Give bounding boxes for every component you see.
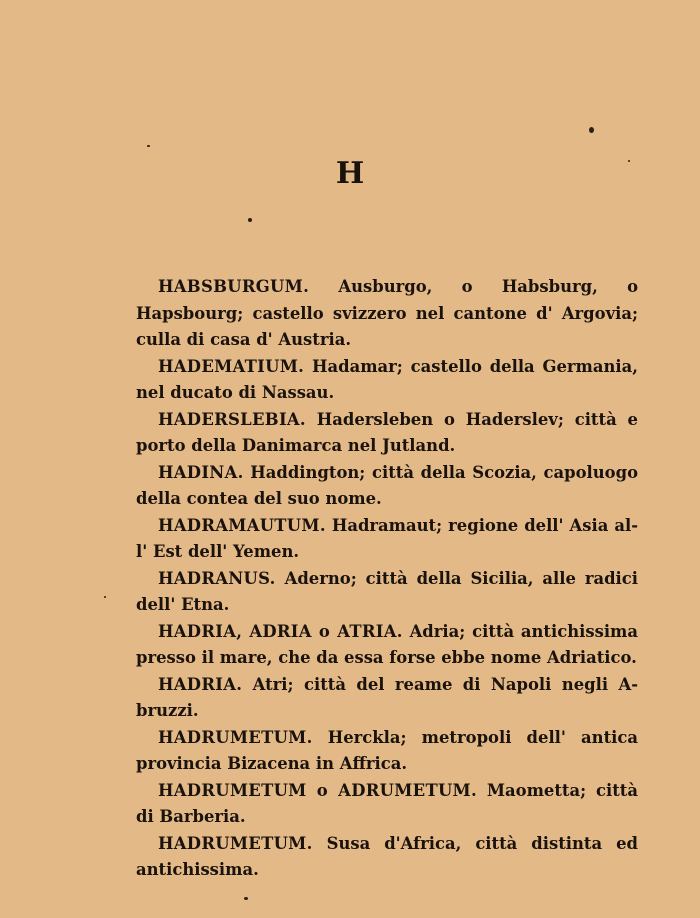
section-letter: H	[335, 156, 365, 191]
entry-headword: HADRIA.	[158, 674, 243, 694]
entry	[136, 513, 638, 566]
scan-speck	[589, 127, 594, 133]
entry	[136, 354, 638, 407]
entry-headword: HABSBURGUM.	[158, 277, 310, 296]
entry-text: Susa d'Africa, città distinta ed antichissima.	[136, 833, 638, 879]
scan-speck	[628, 160, 630, 162]
entry	[136, 725, 638, 778]
entry-list	[136, 274, 638, 884]
entry	[136, 672, 638, 725]
entry-headword: HADRUMETUM.	[158, 727, 313, 747]
entry-text: Ausburgo, o Habsburg, o Hapsbourg; castello svizzero nel cantone d' Argovia; culla di casa d' Austria.	[136, 277, 638, 349]
entry-headword: HADEMATIUM.	[158, 356, 305, 376]
entry-text: Maometta; città di Barberia.	[136, 780, 638, 826]
entry-headword: HADRAMAUTUM.	[158, 515, 326, 535]
entry-text: Aderno; città della Sicilia, alle radici dell' Etna.	[136, 568, 638, 614]
entry	[136, 778, 638, 831]
scan-speck	[104, 596, 106, 598]
entry	[136, 274, 638, 354]
entry	[136, 407, 638, 460]
entry-text: Adria; città antichissima presso il mare, che da essa forse ebbe nome Adriatico.	[136, 621, 639, 667]
entry-headword: HADINA.	[158, 462, 244, 482]
entry	[136, 460, 638, 513]
entry-text: Hadersleben o Haderslev; città e porto della Danimarca nel Jutland.	[136, 409, 638, 455]
entry-headword: HADRUMETUM.	[158, 833, 313, 853]
scan-speck	[147, 145, 150, 147]
entry	[136, 619, 638, 672]
entry-text: Herckla; metropoli dell' antica provincia Bizacena in Affrica.	[136, 727, 638, 773]
entry-headword: HADRUMETUM o ADRUMETUM.	[158, 780, 477, 800]
entry	[136, 831, 638, 884]
entry-headword: HADRIA, ADRIA o ATRIA.	[158, 621, 403, 641]
entry-text: Hadamar; castello della Germania, nel ducato di Nassau.	[136, 356, 638, 402]
entry-text: Haddington; città della Scozia, capoluogo della contea del suo nome.	[136, 462, 638, 508]
scan-speck	[244, 897, 248, 900]
entry-headword: HADRANUS.	[158, 568, 276, 588]
entry-text: Atri; città del reame di Napoli negli Abruzzi.	[136, 674, 638, 720]
entry-headword: HADERSLEBIA.	[158, 409, 306, 429]
entry	[136, 566, 638, 619]
scan-speck	[248, 218, 252, 222]
entry-text: Hadramaut; regione dell' Asia all' Est dell' Yemen.	[136, 515, 638, 561]
